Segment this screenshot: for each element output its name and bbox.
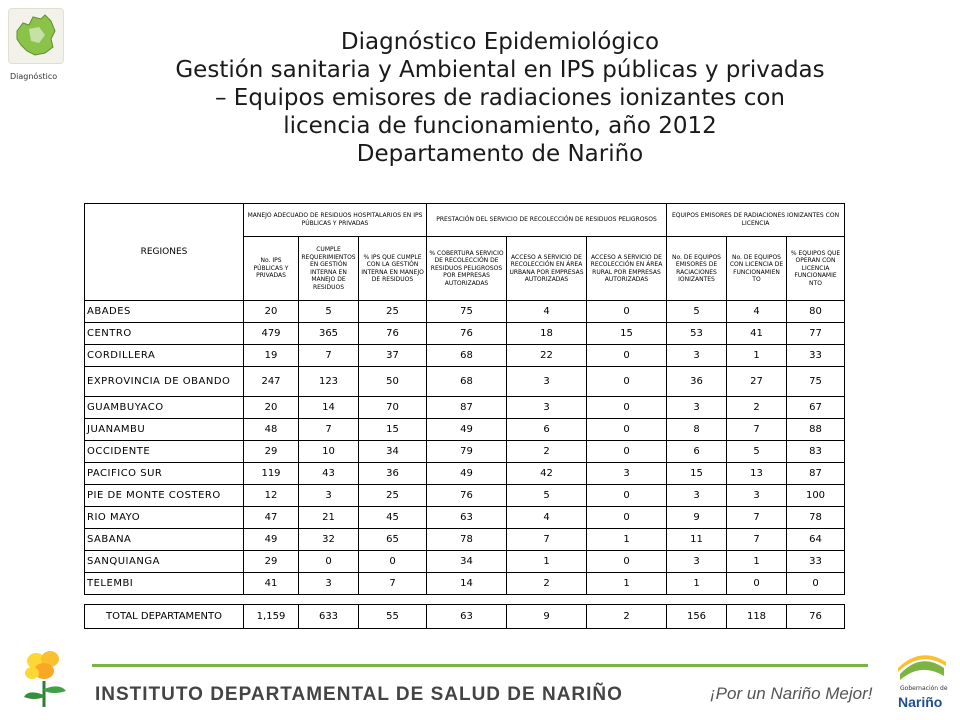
value-cell: 7: [507, 529, 587, 551]
value-cell: 12: [244, 485, 299, 507]
value-cell: 0: [587, 551, 667, 573]
value-cell: 0: [587, 301, 667, 323]
region-cell: CENTRO: [85, 323, 244, 345]
value-cell: 27: [727, 367, 787, 397]
value-cell: 64: [787, 529, 845, 551]
table-row: [85, 485, 845, 507]
value-cell: 76: [427, 323, 507, 345]
footer-divider: [92, 664, 868, 667]
value-cell: 1: [507, 551, 587, 573]
map-icon: [9, 9, 63, 63]
value-cell: 49: [244, 529, 299, 551]
value-cell: 7: [299, 419, 359, 441]
value-cell: 22: [507, 345, 587, 367]
value-cell: 63: [427, 507, 507, 529]
title-line: – Equipos emisores de radiaciones ionizantes con: [214, 85, 786, 111]
column-header: No. DE EQUIPOS EMISORES DE RACIACIONES IONIZANTES: [667, 237, 727, 301]
value-cell: 11: [667, 529, 727, 551]
value-cell: 29: [244, 441, 299, 463]
value-cell: 0: [787, 573, 845, 595]
column-header: % EQUIPOS QUE OPERAN CON LICENCIA FUNCIONAMIE NTO: [787, 237, 845, 301]
table-row: [85, 507, 845, 529]
value-cell: 14: [427, 573, 507, 595]
value-cell: 87: [787, 463, 845, 485]
region-cell: RIO MAYO: [85, 507, 244, 529]
spacer-cell: [85, 595, 845, 605]
value-cell: 67: [787, 397, 845, 419]
value-cell: 6: [507, 419, 587, 441]
value-cell: 479: [244, 323, 299, 345]
value-cell: 3: [667, 397, 727, 419]
value-cell: 88: [787, 419, 845, 441]
total-value-cell: 63: [427, 605, 507, 629]
value-cell: 68: [427, 367, 507, 397]
value-cell: 70: [359, 397, 427, 419]
page-title: [120, 28, 880, 168]
column-header: % COBERTURA SERVICIO DE RECOLECCIÓN DE RESIDUOS PELIGROSOS POR EMPRESAS AUTORIZADAS: [427, 237, 507, 301]
value-cell: 65: [359, 529, 427, 551]
value-cell: 15: [667, 463, 727, 485]
value-cell: 3: [507, 397, 587, 419]
value-cell: 76: [427, 485, 507, 507]
value-cell: 7: [727, 419, 787, 441]
value-cell: 47: [244, 507, 299, 529]
value-cell: 123: [299, 367, 359, 397]
value-cell: 41: [727, 323, 787, 345]
total-value-cell: 633: [299, 605, 359, 629]
table-row: [85, 345, 845, 367]
value-cell: 25: [359, 485, 427, 507]
region-cell: GUAMBUYACO: [85, 397, 244, 419]
institute-name: INSTITUTO DEPARTAMENTAL DE SALUD DE NARIÑO: [95, 684, 623, 705]
region-cell: OCCIDENTE: [85, 441, 244, 463]
value-cell: 49: [427, 419, 507, 441]
region-cell: TELEMBI: [85, 573, 244, 595]
value-cell: 25: [359, 301, 427, 323]
value-cell: 34: [359, 441, 427, 463]
value-cell: 78: [787, 507, 845, 529]
value-cell: 14: [299, 397, 359, 419]
value-cell: 3: [587, 463, 667, 485]
value-cell: 0: [587, 345, 667, 367]
value-cell: 1: [587, 573, 667, 595]
region-cell: EXPROVINCIA DE OBANDO: [85, 367, 244, 397]
value-cell: 119: [244, 463, 299, 485]
table-row: [85, 367, 845, 397]
logo-caption: Diagnóstico: [10, 72, 58, 81]
value-cell: 1: [727, 551, 787, 573]
gobernacion-label: Gobernación de: [900, 685, 948, 692]
value-cell: 7: [727, 507, 787, 529]
total-row: [85, 605, 845, 629]
value-cell: 48: [244, 419, 299, 441]
table-row: [85, 419, 845, 441]
group-header: MANEJO ADECUADO DE RESIDUOS HOSPITALARIOS EN IPS PÚBLICAS Y PRIVADAS: [244, 204, 427, 237]
value-cell: 8: [667, 419, 727, 441]
gobernacion-name: Nariño: [898, 694, 943, 710]
value-cell: 3: [299, 485, 359, 507]
value-cell: 36: [359, 463, 427, 485]
data-table-container: [84, 203, 845, 629]
value-cell: 0: [587, 419, 667, 441]
total-label: TOTAL DEPARTAMENTO: [85, 605, 244, 629]
value-cell: 6: [667, 441, 727, 463]
value-cell: 0: [587, 507, 667, 529]
value-cell: 19: [244, 345, 299, 367]
value-cell: 247: [244, 367, 299, 397]
value-cell: 7: [359, 573, 427, 595]
value-cell: 53: [667, 323, 727, 345]
column-header: ACCESO A SERVICIO DE RECOLECCIÓN EN ÁREA RURAL POR EMPRESAS AUTORIZADAS: [587, 237, 667, 301]
value-cell: 1: [727, 345, 787, 367]
value-cell: 10: [299, 441, 359, 463]
region-cell: PACIFICO SUR: [85, 463, 244, 485]
value-cell: 3: [299, 573, 359, 595]
value-cell: 41: [244, 573, 299, 595]
value-cell: 4: [727, 301, 787, 323]
group-header: EQUIPOS EMISORES DE RADIACIONES IONIZANTES CON LICENCIA: [667, 204, 845, 237]
table-row: [85, 441, 845, 463]
value-cell: 365: [299, 323, 359, 345]
value-cell: 0: [299, 551, 359, 573]
column-header: ACCESO A SERVICIO DE RECOLECCIÓN EN ÁREA URBANA POR EMPRESAS AUTORIZADAS: [507, 237, 587, 301]
value-cell: 45: [359, 507, 427, 529]
value-cell: 34: [427, 551, 507, 573]
title-line: licencia de funcionamiento, año 2012: [283, 113, 717, 139]
value-cell: 5: [667, 301, 727, 323]
value-cell: 0: [587, 367, 667, 397]
data-table: [84, 203, 845, 629]
value-cell: 2: [507, 573, 587, 595]
slogan: ¡Por un Nariño Mejor!: [710, 684, 873, 703]
column-header: No. IPS PÚBLICAS Y PRIVADAS: [244, 237, 299, 301]
value-cell: 3: [507, 367, 587, 397]
table-row: [85, 463, 845, 485]
value-cell: 29: [244, 551, 299, 573]
total-value-cell: 76: [787, 605, 845, 629]
value-cell: 4: [507, 301, 587, 323]
title-line: Gestión sanitaria y Ambiental en IPS públicas y privadas: [175, 57, 825, 83]
title-line: Diagnóstico Epidemiológico: [340, 29, 660, 55]
total-value-cell: 2: [587, 605, 667, 629]
table-row: [85, 551, 845, 573]
value-cell: 5: [507, 485, 587, 507]
title-line: Departamento de Nariño: [356, 141, 644, 167]
value-cell: 1: [587, 529, 667, 551]
value-cell: 0: [727, 573, 787, 595]
value-cell: 0: [587, 485, 667, 507]
value-cell: 13: [727, 463, 787, 485]
value-cell: 33: [787, 551, 845, 573]
value-cell: 2: [507, 441, 587, 463]
value-cell: 20: [244, 397, 299, 419]
value-cell: 33: [787, 345, 845, 367]
value-cell: 49: [427, 463, 507, 485]
value-cell: 7: [727, 529, 787, 551]
value-cell: 42: [507, 463, 587, 485]
total-value-cell: 9: [507, 605, 587, 629]
value-cell: 4: [507, 507, 587, 529]
group-header: PRESTACIÓN DEL SERVICIO DE RECOLECCIÓN DE RESIDUOS PELIGROSOS: [427, 204, 667, 237]
value-cell: 2: [727, 397, 787, 419]
value-cell: 77: [787, 323, 845, 345]
value-cell: 15: [359, 419, 427, 441]
regions-header: REGIONES: [85, 204, 244, 301]
value-cell: 43: [299, 463, 359, 485]
total-value-cell: 118: [727, 605, 787, 629]
table-row: [85, 301, 845, 323]
value-cell: 18: [507, 323, 587, 345]
table-row: [85, 573, 845, 595]
value-cell: 50: [359, 367, 427, 397]
value-cell: 20: [244, 301, 299, 323]
flower-logo-icon: [14, 645, 74, 711]
value-cell: 32: [299, 529, 359, 551]
department-logo: [8, 8, 64, 64]
value-cell: 7: [299, 345, 359, 367]
value-cell: 9: [667, 507, 727, 529]
region-cell: PIE DE MONTE COSTERO: [85, 485, 244, 507]
table-row: [85, 397, 845, 419]
value-cell: 68: [427, 345, 507, 367]
region-cell: CORDILLERA: [85, 345, 244, 367]
value-cell: 76: [359, 323, 427, 345]
column-header: % IPS QUE CUMPLE CON LA GESTIÓN INTERNA EN MANEJO DE RESIDUOS: [359, 237, 427, 301]
value-cell: 100: [787, 485, 845, 507]
region-cell: SANQUIANGA: [85, 551, 244, 573]
value-cell: 3: [727, 485, 787, 507]
value-cell: 3: [667, 485, 727, 507]
value-cell: 5: [299, 301, 359, 323]
value-cell: 0: [587, 397, 667, 419]
spacer-row: [85, 595, 845, 605]
value-cell: 3: [667, 551, 727, 573]
value-cell: 0: [359, 551, 427, 573]
value-cell: 5: [727, 441, 787, 463]
value-cell: 83: [787, 441, 845, 463]
table-row: [85, 529, 845, 551]
value-cell: 3: [667, 345, 727, 367]
value-cell: 36: [667, 367, 727, 397]
value-cell: 87: [427, 397, 507, 419]
value-cell: 21: [299, 507, 359, 529]
value-cell: 79: [427, 441, 507, 463]
value-cell: 0: [587, 441, 667, 463]
value-cell: 75: [787, 367, 845, 397]
value-cell: 37: [359, 345, 427, 367]
total-value-cell: 1,159: [244, 605, 299, 629]
value-cell: 15: [587, 323, 667, 345]
region-cell: JUANAMBU: [85, 419, 244, 441]
total-value-cell: 156: [667, 605, 727, 629]
column-header: No. DE EQUIPOS CON LICENCIA DE FUNCIONAMIEN TO: [727, 237, 787, 301]
value-cell: 1: [667, 573, 727, 595]
value-cell: 75: [427, 301, 507, 323]
value-cell: 80: [787, 301, 845, 323]
total-value-cell: 55: [359, 605, 427, 629]
region-cell: ABADES: [85, 301, 244, 323]
value-cell: 78: [427, 529, 507, 551]
column-header: CUMPLE REQUERIMIENTOS EN GESTIÓN INTERNA EN MANEJO DE RESIDUOS: [299, 237, 359, 301]
table-body: [85, 301, 845, 629]
region-cell: SABANA: [85, 529, 244, 551]
table-row: [85, 323, 845, 345]
